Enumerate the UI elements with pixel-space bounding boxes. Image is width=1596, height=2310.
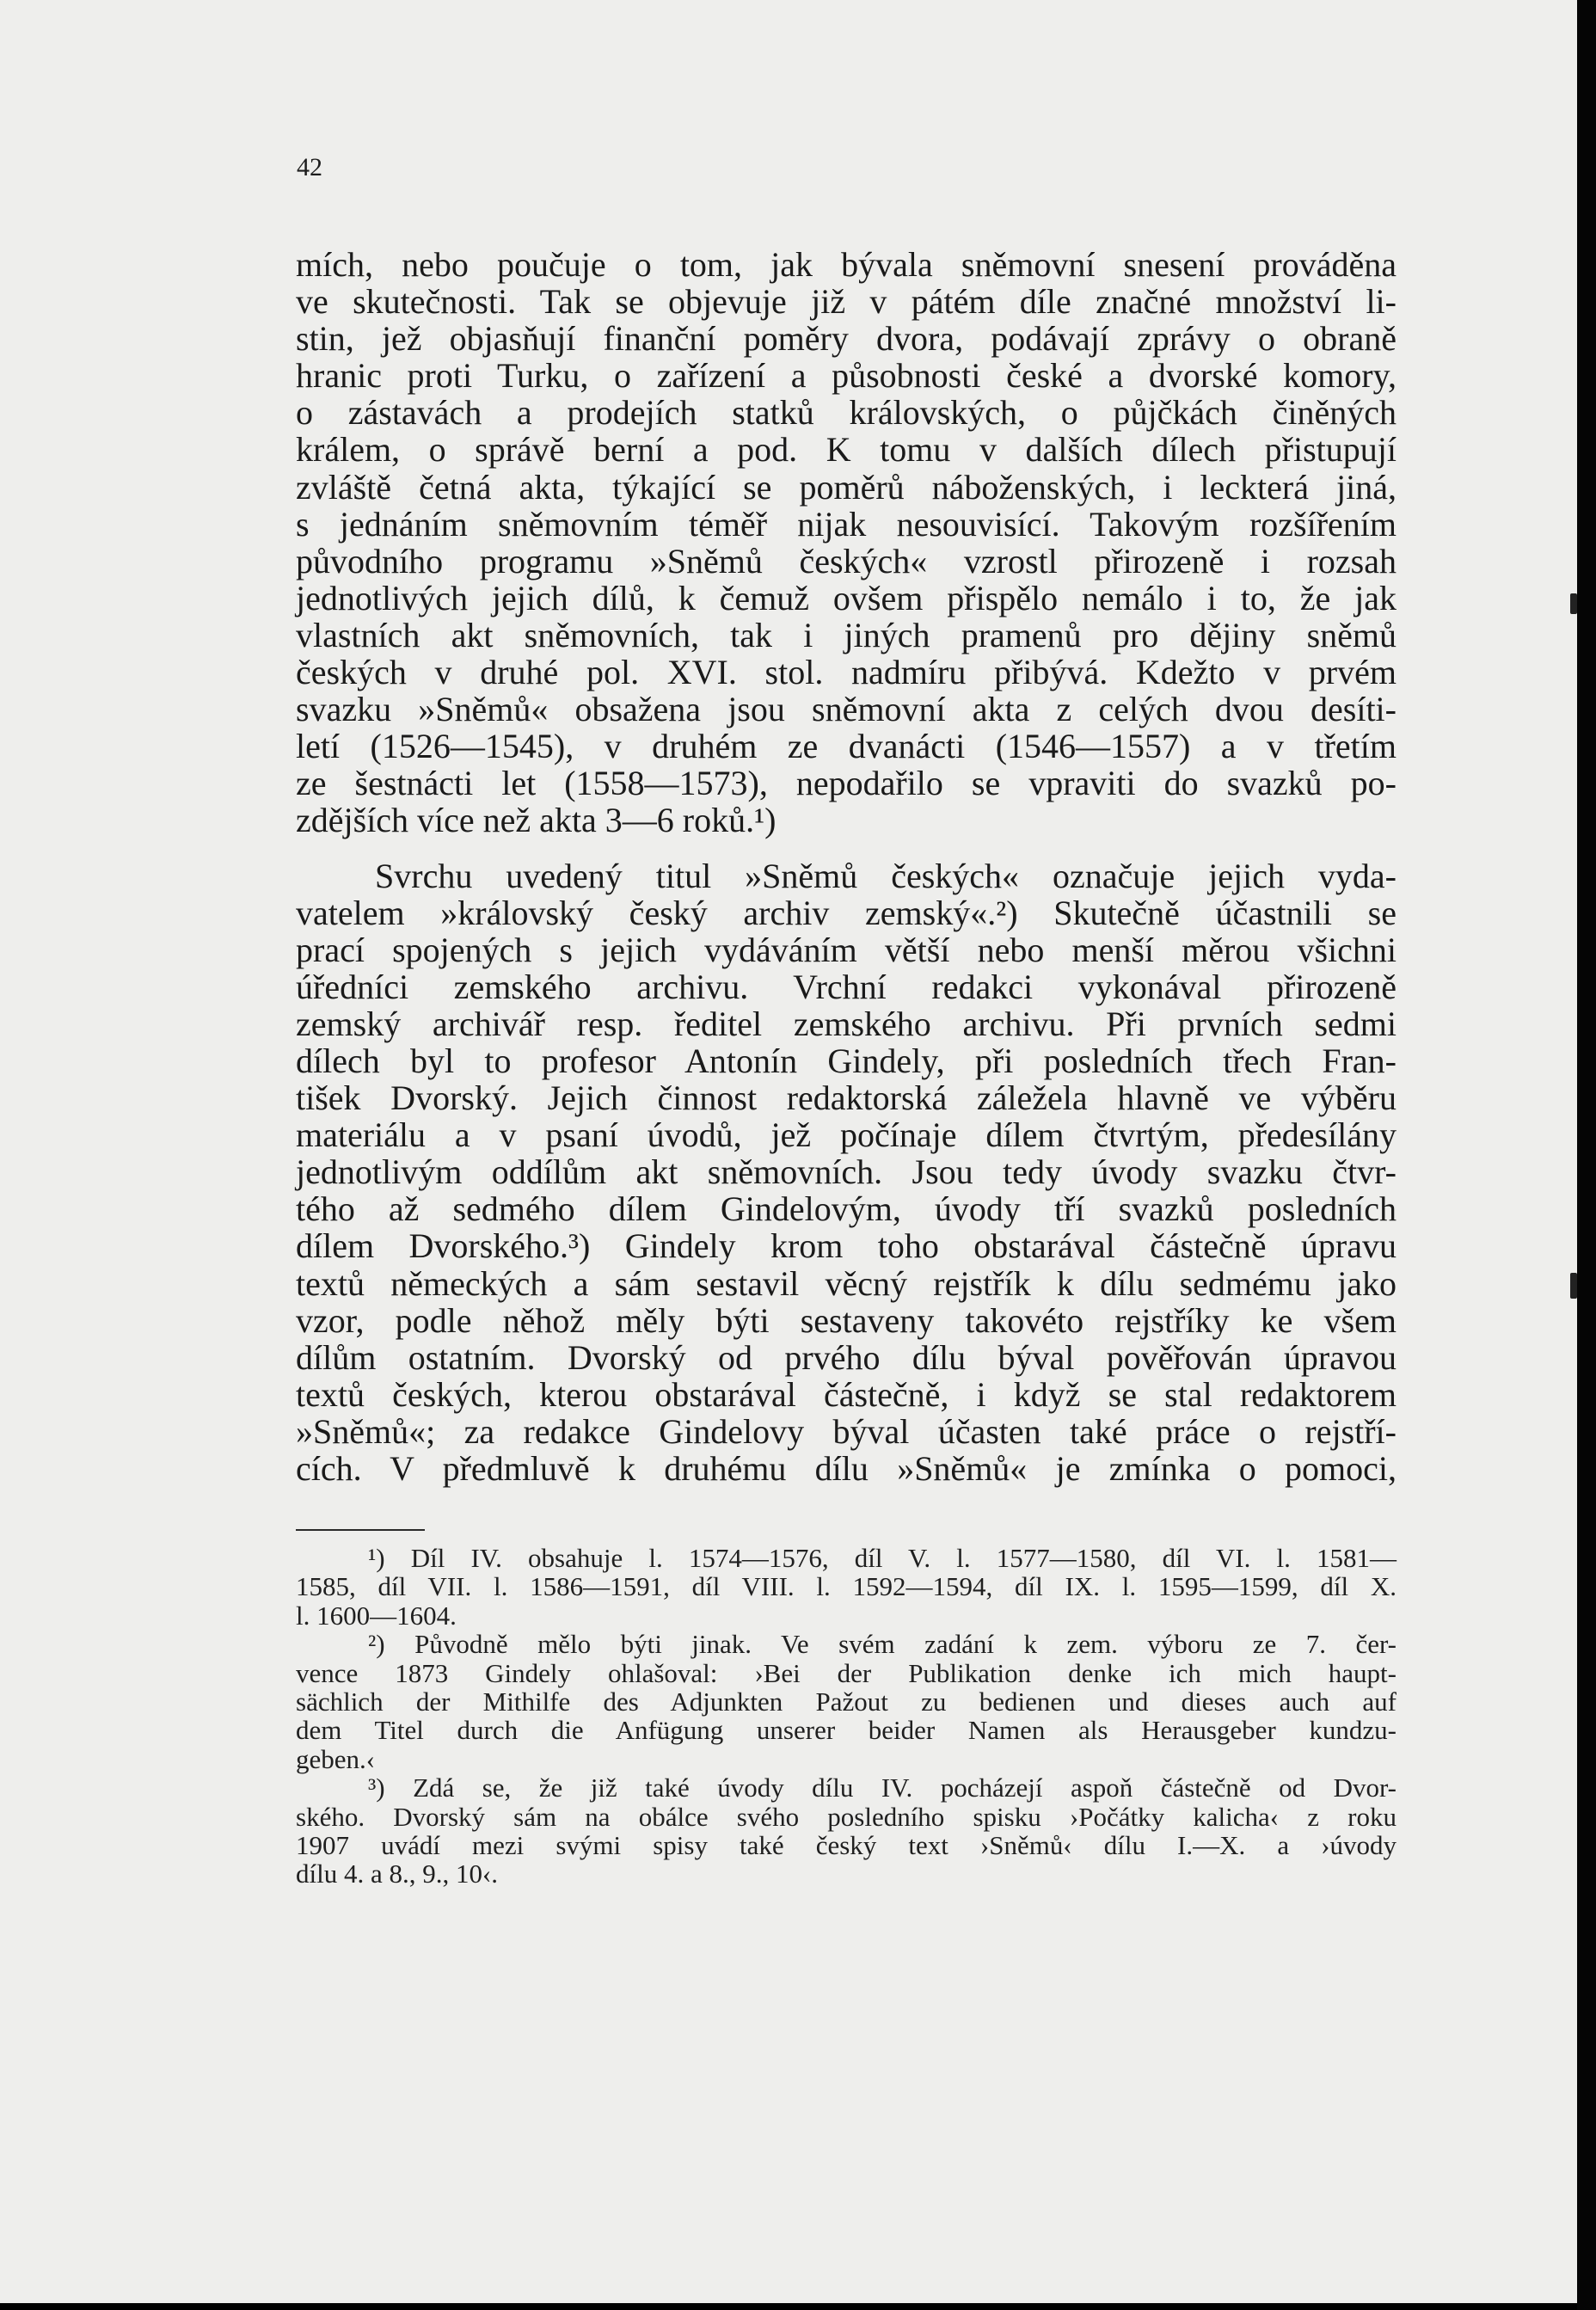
scan-border xyxy=(1577,0,1596,2310)
text-line: dílům ostatním. Dvorský od prvého dílu býval pověřován úpravou xyxy=(296,1337,1396,1377)
text-line: vzor, podle něhož měly býti sestaveny takovéto rejstříky ke všem xyxy=(296,1300,1396,1340)
footnote-line: ¹) Díl IV. obsahuje l. 1574—1576, díl V. l. 1577—1580, díl VI. l. 1581— xyxy=(368,1543,1396,1573)
text-line: zemský archivář resp. ředitel zemského archivu. Při prvních sedmi xyxy=(296,1004,1396,1043)
footnote-line: ²) Původně mělo býti jinak. Ve svém zadání k zem. výboru ze 7. čer- xyxy=(368,1629,1396,1660)
footnote-line: 1907 uvádí mezi svými spisy také český text ›Sněmů‹ dílu I.—X. a ›úvody xyxy=(296,1829,1396,1860)
footnote-line: dílu 4. a 8., 9., 10‹. xyxy=(296,1858,499,1889)
main-text xyxy=(296,246,1396,1487)
paragraph-2 xyxy=(296,857,1396,1488)
text-line: ze šestnácti let (1558—1573), nepodařilo se vpraviti do svazků po- xyxy=(296,764,1396,803)
text-line: materiálu a v psaní úvodů, jež počínaje dílem čtvrtým, předesílány xyxy=(296,1115,1396,1155)
text-line: českých v druhé pol. XVI. stol. nadmíru přibývá. Kdežto v prvém xyxy=(296,653,1396,692)
footnote-line: vence 1873 Gindely ohlašoval: ›Bei der Publikation denke ich mich haupt- xyxy=(296,1657,1396,1688)
text-line: »Sněmů«; za redakce Gindelovy býval účasten také práce o rejstří- xyxy=(296,1411,1396,1451)
text-line: tišek Dvorský. Jejich činnost redaktorská záležela hlavně ve výběru xyxy=(296,1078,1396,1118)
footnotes xyxy=(296,1544,1396,1889)
scan-artifact-mark xyxy=(1570,1273,1577,1299)
text-line: textů německých a sám sestavil věcný rejstřík k dílu sedmému jako xyxy=(296,1263,1396,1303)
text-line: dílech byl to profesor Antonín Gindely, při posledních třech Fran- xyxy=(296,1041,1396,1080)
text-line: tého až sedmého dílem Gindelovým, úvody tří svazků posledních xyxy=(296,1189,1396,1229)
text-line: prací spojených s jejich vydáváním větší nebo menší měrou všichni xyxy=(296,930,1396,969)
text-line: jednotlivých jejich dílů, k čemuž ovšem přispělo nemálo i to, že jak xyxy=(296,578,1396,617)
text-line: cích. V předmluvě k druhému dílu »Sněmů« je zmínka o pomoci, xyxy=(296,1449,1396,1488)
footnote-divider xyxy=(296,1529,425,1531)
footnote-line: 1585, díl VII. l. 1586—1591, díl VIII. l. 1592—1594, díl IX. l. 1595—1599, díl X. xyxy=(296,1571,1396,1602)
text-line: vlastních akt sněmovních, tak i jiných pramenů pro dějiny sněmů xyxy=(296,615,1396,654)
footnote-line: sächlich der Mithilfe des Adjunkten Pažout zu bedienen und dieses auch auf xyxy=(296,1686,1396,1717)
footnote-2 xyxy=(296,1630,1396,1773)
text-line: svazku »Sněmů« obsažena jsou sněmovní akta z celých dvou desíti- xyxy=(296,690,1396,729)
footnote-3 xyxy=(296,1773,1396,1889)
text-line: ve skutečnosti. Tak se objevuje již v pátém díle značné množství li- xyxy=(296,282,1396,322)
text-line: vatelem »královský český archiv zemský«.²) Skutečně účastnili se xyxy=(296,893,1396,932)
text-line: původního programu »Sněmů českých« vzrostl přirozeně i rozsah xyxy=(296,541,1396,581)
footnote-line: ského. Dvorský sám na obálce svého posledního spisku ›Počátky kalicha‹ z roku xyxy=(296,1801,1396,1832)
text-line: stin, jež objasňují finanční poměry dvora, podávají zprávy o obraně xyxy=(296,319,1396,359)
text-line: s jednáním sněmovním téměř nijak nesouvisící. Takovým rozšířením xyxy=(296,504,1396,544)
text-line: králem, o správě berní a pod. K tomu v dalších dílech přistupují xyxy=(296,430,1396,470)
text-line: zvláště četná akta, týkající se poměrů náboženských, i leckterá jiná, xyxy=(296,467,1396,507)
scan-artifact-mark xyxy=(1570,593,1577,614)
text-line: úředníci zemského archivu. Vrchní redakci vykonával přirozeně xyxy=(296,967,1396,1006)
text-line: Svrchu uvedený titul »Sněmů českých« označuje jejich vyda- xyxy=(375,856,1396,895)
paragraph-1 xyxy=(296,246,1396,839)
footnote-line: dem Titel durch die Anfügung unserer beider Namen als Herausgeber kundzu- xyxy=(296,1715,1396,1746)
text-line: mích, nebo poučuje o tom, jak bývala sněmovní snesení prováděna xyxy=(296,245,1396,284)
text-line: o zástavách a prodejích statků královských, o půjčkách činěných xyxy=(296,393,1396,433)
page-number: 42 xyxy=(297,153,322,181)
footnote-line: l. 1600—1604. xyxy=(296,1600,457,1631)
text-line: hranic proti Turku, o zařízení a působnosti české a dvorské komory, xyxy=(296,356,1396,396)
text-line: letí (1526—1545), v druhém ze dvanácti (1546—1557) a v třetím xyxy=(296,727,1396,766)
text-line: jednotlivým oddílům akt sněmovních. Jsou tedy úvody svazku čtvr- xyxy=(296,1152,1396,1192)
footnote-1 xyxy=(296,1544,1396,1630)
text-line: dílem Dvorského.³) Gindely krom toho obstarával částečně úpravu xyxy=(296,1226,1396,1266)
footnote-line: ³) Zdá se, že již také úvody dílu IV. pocházejí aspoň částečně od Dvor- xyxy=(368,1772,1396,1803)
paragraph-gap xyxy=(296,839,1396,857)
text-line: zdějších více než akta 3—6 roků.¹) xyxy=(296,801,777,840)
text-line: textů českých, kterou obstarával částečně, i když se stal redaktorem xyxy=(296,1374,1396,1414)
footnote-line: geben.‹ xyxy=(296,1743,376,1774)
